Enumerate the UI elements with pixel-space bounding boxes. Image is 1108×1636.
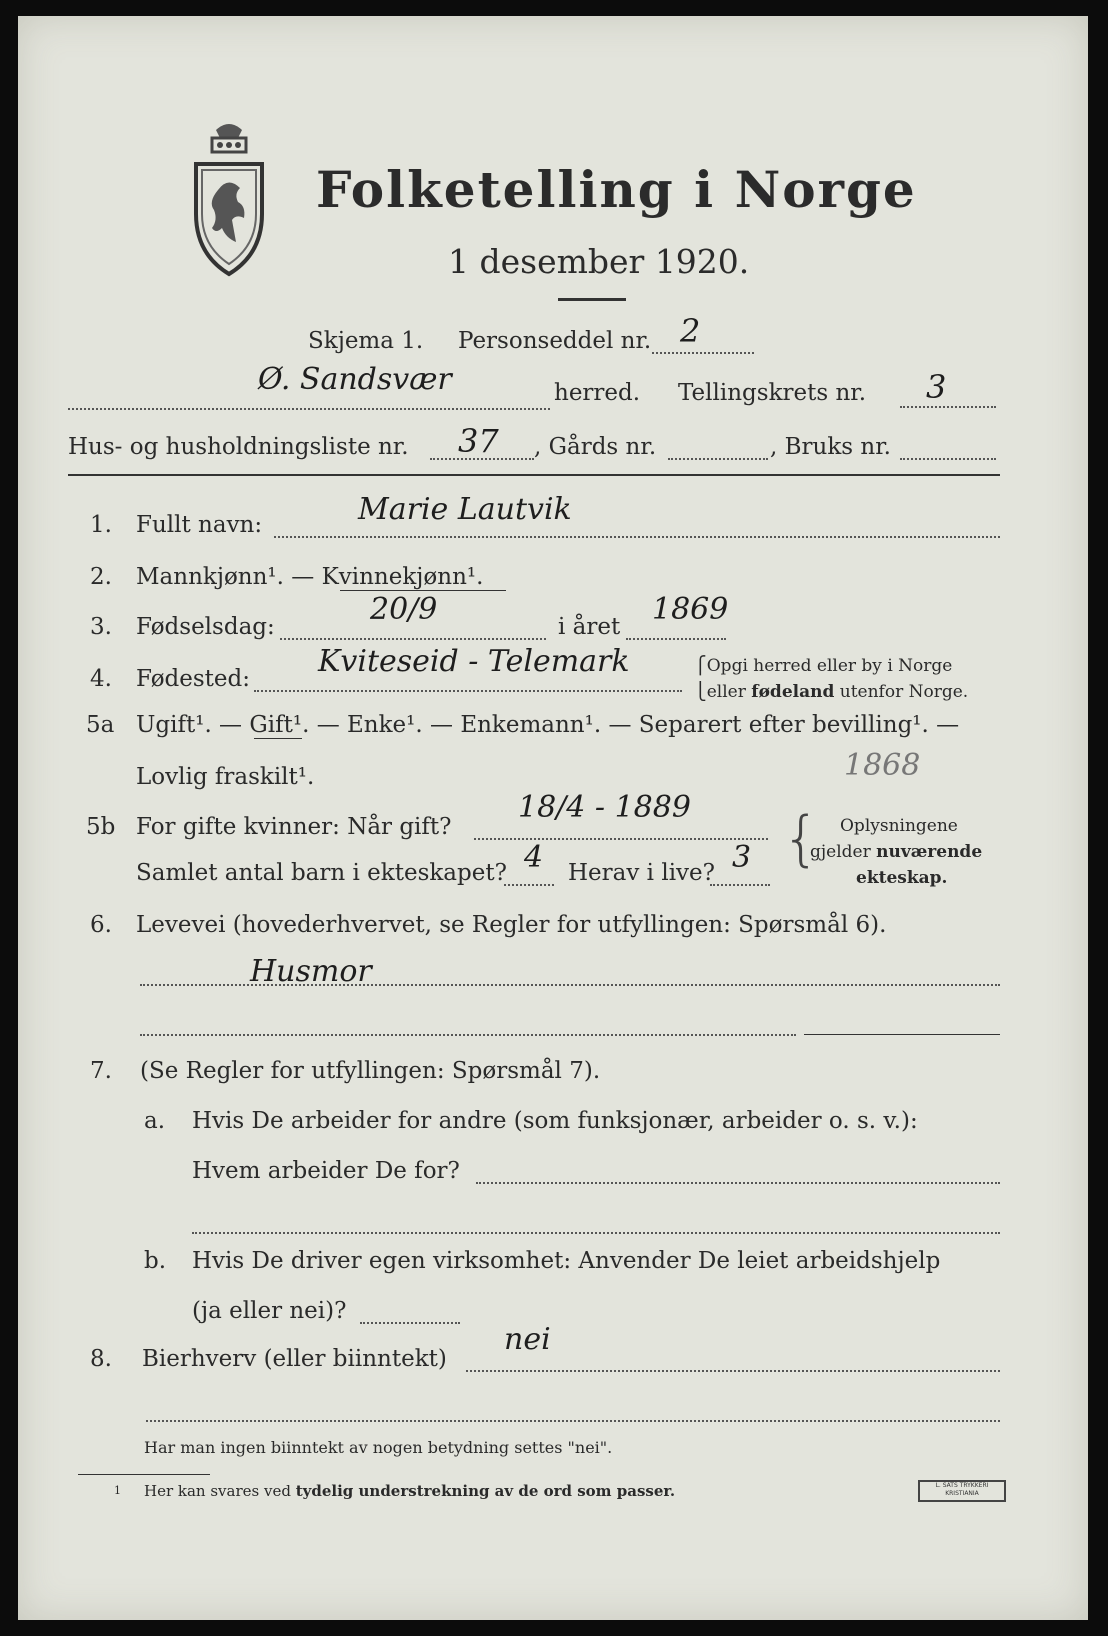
form-date: 1 desember 1920. xyxy=(448,242,750,281)
footer-note: Har man ingen biinntekt av nogen betydning settes "nei". xyxy=(144,1438,613,1457)
q5b-married-value: 18/4 - 1889 xyxy=(518,790,691,825)
q5b-children-value: 4 xyxy=(524,840,544,875)
q7-number: 7. xyxy=(90,1058,112,1084)
q6-line1 xyxy=(140,984,1000,986)
q5b-married-line xyxy=(474,838,768,840)
q5a-label2: Lovlig fraskilt¹. xyxy=(136,764,315,790)
q1-line xyxy=(274,536,1000,538)
q5b-children-label: Samlet antal barn i ekteskapet? xyxy=(136,860,507,886)
q1-label: Fullt navn: xyxy=(136,512,263,538)
q7b-line xyxy=(360,1322,460,1324)
q7b-text2: (ja eller nei)? xyxy=(192,1298,347,1324)
q6-line2 xyxy=(140,1034,796,1036)
gards-line xyxy=(668,458,768,460)
footnote-number: 1 xyxy=(114,1484,121,1497)
q8-value: nei xyxy=(504,1322,551,1357)
q7a-line1 xyxy=(476,1182,1000,1184)
q8-label: Bierhverv (eller biinntekt) xyxy=(142,1346,447,1372)
q7a-text2: Hvem arbeider De for? xyxy=(192,1158,460,1184)
title-divider xyxy=(558,298,626,301)
q3-year-value: 1869 xyxy=(652,592,729,627)
herred-line xyxy=(68,408,550,410)
q5b-alive-label: Herav i live? xyxy=(568,860,715,886)
q6-label: Levevei (hovederhvervet, se Regler for utfyllingen: Spørsmål 6). xyxy=(136,912,887,938)
q4-note-line1: ⎧Opgi herred eller by i Norge xyxy=(694,656,953,676)
q3-year-label: i året xyxy=(558,614,621,640)
personseddel-line xyxy=(652,352,754,354)
bruks-label: , Bruks nr. xyxy=(770,434,891,460)
q2-number: 2. xyxy=(90,564,112,590)
footnote-text: Her kan svares ved tydelig understrekning av de ord som passer. xyxy=(144,1482,676,1500)
form-title: Folketelling i Norge xyxy=(316,160,917,219)
q8-number: 8. xyxy=(90,1346,112,1372)
q5a-margin-value: 1868 xyxy=(844,748,921,783)
q3-day-value: 20/9 xyxy=(370,592,438,627)
herred-label: herred. xyxy=(554,380,641,406)
q3-day-line xyxy=(280,638,546,640)
q5a-gift-underline xyxy=(254,738,302,739)
bruks-line xyxy=(900,458,996,460)
q5b-alive-line xyxy=(710,884,770,886)
q5b-label: For gifte kvinner: Når gift? xyxy=(136,814,452,840)
q5b-note1: Oplysningene xyxy=(840,816,958,836)
q4-note-line2: ⎩eller fødeland utenfor Norge. xyxy=(694,682,969,702)
q2-underline xyxy=(340,590,506,591)
q4-value: Kviteseid - Telemark xyxy=(318,644,630,679)
q5b-note3: ekteskap. xyxy=(856,868,948,888)
tellingskrets-line xyxy=(900,406,996,408)
q8-line xyxy=(466,1370,1000,1372)
q6-number: 6. xyxy=(90,912,112,938)
q7a-line2 xyxy=(192,1232,1000,1234)
q4-label: Fødested: xyxy=(136,666,251,692)
q5b-number: 5b xyxy=(86,814,116,840)
q3-label: Fødselsdag: xyxy=(136,614,275,640)
q5b-children-line xyxy=(504,884,554,886)
herred-value: Ø. Sandsvær xyxy=(258,362,452,397)
q4-line xyxy=(254,690,682,692)
personseddel-value: 2 xyxy=(680,312,701,350)
census-form-sheet xyxy=(18,16,1088,1620)
gards-label: , Gårds nr. xyxy=(534,434,657,460)
q7a-letter: a. xyxy=(144,1108,166,1134)
header-rule xyxy=(68,474,1000,476)
hus-value: 37 xyxy=(458,422,499,460)
q7-label: (Se Regler for utfyllingen: Spørsmål 7). xyxy=(140,1058,601,1084)
q1-value: Marie Lautvik xyxy=(358,492,572,527)
personseddel-label: Personseddel nr. xyxy=(458,328,652,354)
q5b-note2: gjelder nuværende xyxy=(810,842,983,862)
q7b-letter: b. xyxy=(144,1248,167,1274)
q3-year-line xyxy=(626,638,726,640)
printer-stamp: L. SATS TRYKKERI KRISTIANIA xyxy=(918,1480,1006,1502)
footnote-rule xyxy=(78,1474,210,1475)
q6-line2-end xyxy=(804,1034,1000,1035)
q5a-label: Ugift¹. — Gift¹. — Enke¹. — Enkemann¹. — Separert efter bevilling¹. — xyxy=(136,712,960,738)
hus-label: Hus- og husholdningsliste nr. xyxy=(68,434,409,460)
schema-label: Skjema 1. xyxy=(308,328,424,354)
q3-number: 3. xyxy=(90,614,112,640)
tellingskrets-value: 3 xyxy=(926,368,947,406)
tellingskrets-label: Tellingskrets nr. xyxy=(678,380,867,406)
q5b-alive-value: 3 xyxy=(732,840,752,875)
q1-number: 1. xyxy=(90,512,112,538)
q8-line2 xyxy=(146,1420,1000,1422)
q7a-text: Hvis De arbeider for andre (som funksjonær, arbeider o. s. v.): xyxy=(192,1108,918,1134)
q2-label: Mannkjønn¹. — Kvinnekjønn¹. xyxy=(136,564,484,590)
q6-value: Husmor xyxy=(250,954,372,989)
q5b-brace: { xyxy=(782,804,821,874)
q7b-text: Hvis De driver egen virksomhet: Anvender De leiet arbeidshjelp xyxy=(192,1248,941,1274)
q4-number: 4. xyxy=(90,666,112,692)
coat-of-arms-icon xyxy=(188,120,270,280)
q5a-number: 5a xyxy=(86,712,115,738)
